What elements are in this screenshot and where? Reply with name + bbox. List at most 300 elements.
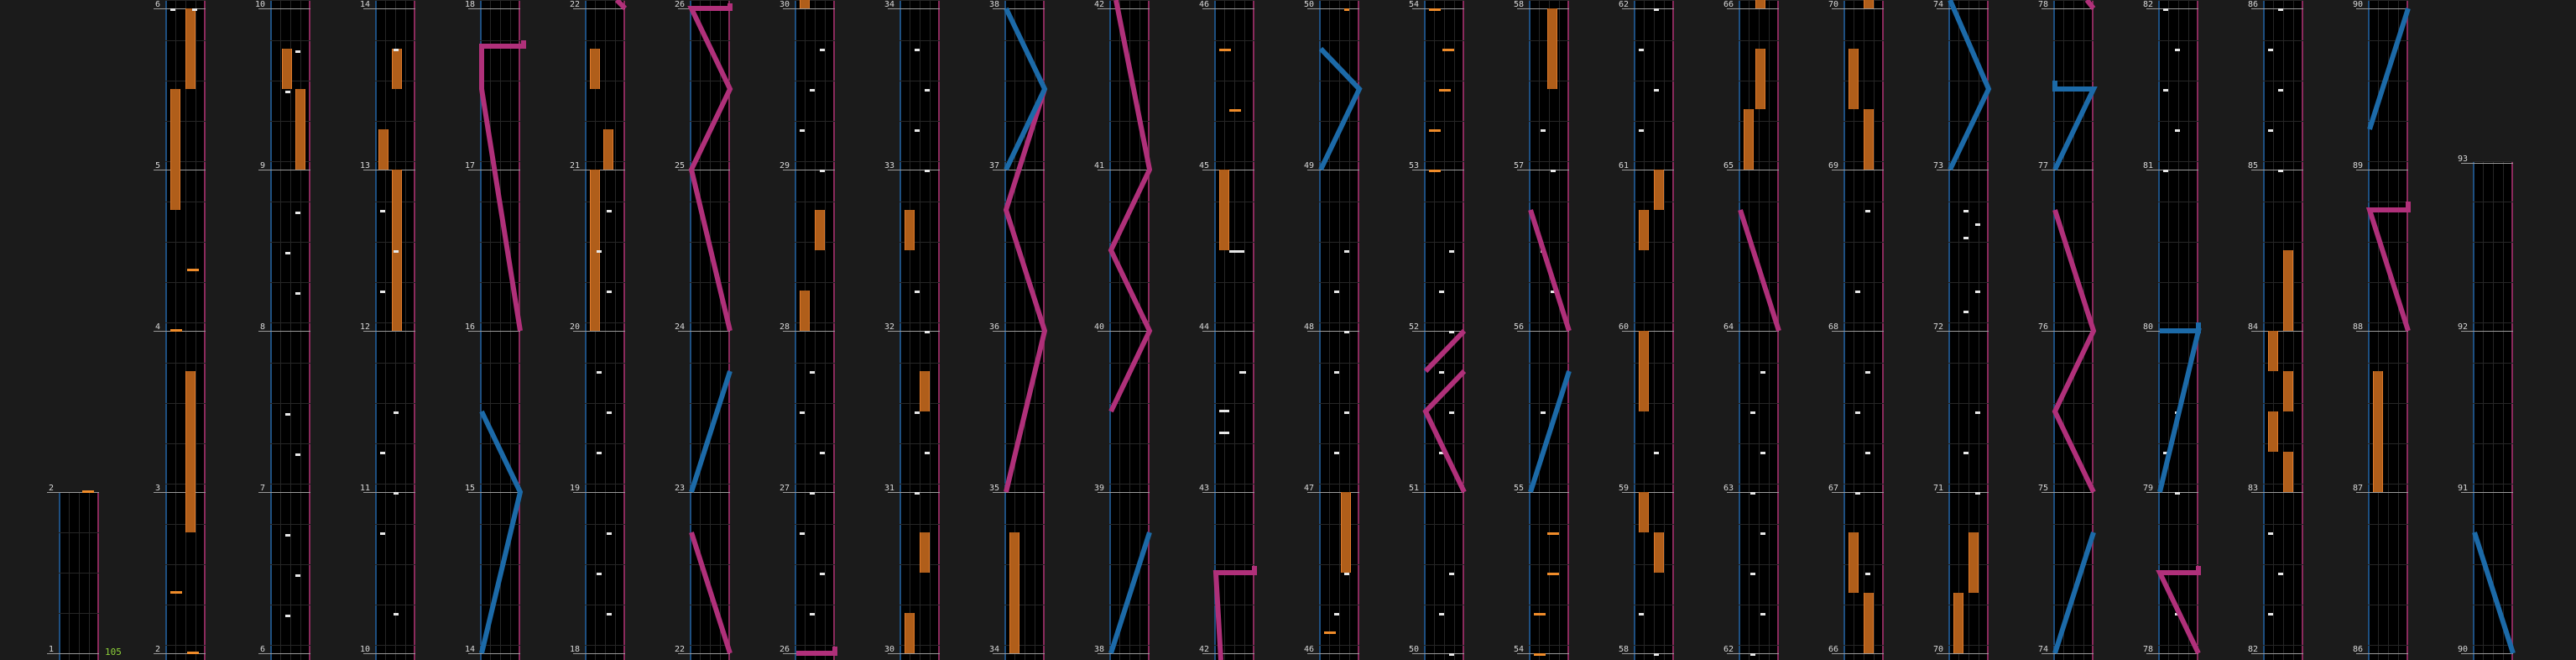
- beat-line: [795, 524, 835, 525]
- beat-line: [585, 121, 625, 122]
- hold-note: [378, 129, 388, 170]
- tap-note: [607, 210, 612, 212]
- tap-note: [1239, 250, 1244, 253]
- measure-number: 89: [2352, 161, 2363, 170]
- beat-line: [2158, 443, 2198, 444]
- lane-divider: [1454, 0, 1455, 660]
- beat-line: [1109, 564, 1150, 565]
- beat-line: [59, 573, 99, 574]
- measure-line: [993, 492, 1045, 493]
- measure-number: 61: [1618, 161, 1629, 170]
- beat-line: [1004, 40, 1045, 41]
- hold-note: [815, 210, 825, 250]
- hold-note: [185, 371, 196, 532]
- tap-note: [394, 250, 399, 253]
- tap-note: [800, 129, 805, 132]
- beat-line: [1214, 363, 1254, 364]
- measure-line: [1307, 492, 1359, 493]
- beat-line: [690, 121, 730, 122]
- lane-right-edge: [938, 0, 940, 660]
- hold-note: [1654, 532, 1664, 573]
- tap-note: [820, 452, 825, 454]
- hold-note: [282, 49, 292, 89]
- hold-note: [1864, 0, 1874, 8]
- beat-line: [1319, 282, 1359, 283]
- beat-line: [2053, 363, 2094, 364]
- measure-number: 18: [569, 645, 580, 654]
- measure-line: [2251, 8, 2303, 9]
- lane-divider: [1958, 0, 1959, 660]
- beat-line: [270, 484, 310, 485]
- beat-line: [900, 40, 940, 41]
- lane-divider: [69, 492, 70, 660]
- lane-divider: [1559, 0, 1560, 660]
- beat-line: [1843, 484, 1884, 485]
- beat-line: [1109, 484, 1150, 485]
- measure-line: [888, 653, 940, 654]
- measure-line: [993, 331, 1045, 332]
- beat-line: [480, 0, 520, 1]
- beat-line: [1948, 322, 1989, 323]
- beat-line: [690, 242, 730, 243]
- measure-number: 2: [48, 484, 54, 493]
- lane-divider: [89, 492, 90, 660]
- measure-number: 34: [988, 645, 999, 654]
- hold-note: [800, 0, 810, 8]
- measure-line: [1727, 331, 1779, 332]
- beat-line: [795, 403, 835, 404]
- lane-right-edge: [1253, 0, 1254, 660]
- beat-line: [2368, 161, 2408, 162]
- measure-line: [678, 331, 730, 332]
- lane-left-edge: [690, 0, 691, 660]
- tap-note: [1654, 8, 1659, 11]
- beat-line: [1843, 242, 1884, 243]
- measure-line: [783, 8, 835, 9]
- lane-divider: [510, 0, 511, 660]
- beat-line: [1109, 645, 1150, 646]
- lane-right-edge: [1148, 0, 1150, 660]
- lane-left-edge: [2368, 0, 2370, 660]
- measure-line: [258, 331, 310, 332]
- lane-divider: [79, 492, 80, 660]
- beat-line: [270, 443, 310, 444]
- beat-line: [2158, 564, 2198, 565]
- tap-note: [1219, 432, 1229, 434]
- beat-line: [795, 443, 835, 444]
- tap-note: [1639, 129, 1644, 132]
- measure-line: [2461, 492, 2513, 493]
- beat-line: [690, 282, 730, 283]
- beat-line: [585, 403, 625, 404]
- beat-line: [2473, 282, 2513, 283]
- measure-number: 78: [2142, 645, 2153, 654]
- tap-note: [2175, 49, 2180, 51]
- beat-line: [900, 363, 940, 364]
- beat-line: [1424, 363, 1464, 364]
- beat-line: [585, 524, 625, 525]
- beat-line: [2158, 242, 2198, 243]
- tap-note: [915, 411, 920, 414]
- tap-note: [810, 613, 815, 615]
- beat-line: [2158, 524, 2198, 525]
- measure-number: 88: [2352, 322, 2363, 332]
- hold-note: [1219, 170, 1229, 250]
- beat-line: [2158, 282, 2198, 283]
- lane-right-edge: [623, 0, 625, 660]
- lane-divider: [700, 0, 701, 660]
- lane-divider: [1129, 0, 1130, 660]
- measure-number: 26: [674, 0, 685, 9]
- beat-line: [1214, 282, 1254, 283]
- beat-line: [1634, 40, 1674, 41]
- measure-line: [1202, 653, 1254, 654]
- hold-note: [905, 613, 915, 653]
- lane-right-edge: [1043, 0, 1045, 660]
- measure-line: [2146, 653, 2198, 654]
- beat-line: [1424, 322, 1464, 323]
- lane-divider: [1444, 0, 1445, 660]
- beat-line: [1004, 282, 1045, 283]
- lane-right-edge: [2092, 0, 2094, 660]
- measure-line: [2146, 8, 2198, 9]
- measure-number: 14: [359, 0, 370, 9]
- measure-number: 21: [569, 161, 580, 170]
- beat-line: [2263, 564, 2303, 565]
- beat-line: [1529, 403, 1569, 404]
- measure-number: 83: [2247, 484, 2258, 493]
- beat-line: [2263, 524, 2303, 525]
- lane-left-edge: [1109, 0, 1111, 660]
- lane-column: [1529, 0, 1569, 660]
- beat-line: [270, 363, 310, 364]
- beat-line: [1109, 363, 1150, 364]
- lane-divider: [1119, 0, 1120, 660]
- measure-line: [468, 331, 520, 332]
- lane-divider: [615, 0, 616, 660]
- tap-note: [1439, 371, 1444, 374]
- beat-line: [1214, 40, 1254, 41]
- tap-note: [2163, 452, 2168, 454]
- beat-line: [1319, 403, 1359, 404]
- measure-number: 86: [2247, 0, 2258, 9]
- orange-note: [1429, 129, 1441, 132]
- tap-note: [1551, 291, 1556, 293]
- hold-note: [1755, 0, 1765, 8]
- tap-note: [800, 532, 805, 535]
- beat-line: [480, 443, 520, 444]
- beat-line: [1214, 121, 1254, 122]
- beat-line: [1319, 524, 1359, 525]
- measure-number: 2: [154, 645, 160, 654]
- lane-divider: [490, 0, 491, 660]
- measure-number: 66: [1723, 0, 1734, 9]
- tap-note: [2175, 613, 2180, 615]
- measure-number: 72: [1932, 322, 1943, 332]
- beat-line: [690, 564, 730, 565]
- measure-number: 44: [1198, 322, 1209, 332]
- lane-column: [1109, 0, 1150, 660]
- beat-line: [375, 403, 415, 404]
- beat-line: [1004, 0, 1045, 1]
- measure-number: 92: [2457, 322, 2468, 332]
- tap-note: [925, 170, 930, 172]
- lane-column: [2053, 0, 2094, 660]
- tap-note: [1449, 331, 1454, 333]
- measure-line: [1832, 653, 1884, 654]
- tap-note: [597, 452, 602, 454]
- beat-line: [480, 121, 520, 122]
- measure-number: 85: [2247, 161, 2258, 170]
- lane-left-edge: [1843, 0, 1845, 660]
- beat-line: [270, 322, 310, 323]
- lane-right-edge: [97, 492, 99, 660]
- beat-line: [2053, 403, 2094, 404]
- measure-number: 70: [1828, 0, 1838, 9]
- lane-divider: [185, 0, 186, 660]
- beat-line: [1843, 524, 1884, 525]
- beat-line: [1948, 363, 1989, 364]
- measure-line: [47, 653, 99, 654]
- beat-line: [1843, 443, 1884, 444]
- measure-line: [2356, 653, 2408, 654]
- lane-right-edge: [414, 0, 415, 660]
- measure-line: [1202, 8, 1254, 9]
- tap-note: [1865, 371, 1870, 374]
- hold-note: [1744, 109, 1754, 170]
- tap-note: [380, 291, 385, 293]
- measure-number: 34: [884, 0, 894, 9]
- measure-line: [2251, 492, 2303, 493]
- beat-line: [2473, 403, 2513, 404]
- beat-line: [2368, 645, 2408, 646]
- tap-note: [1750, 492, 1755, 495]
- lane-divider: [2483, 161, 2484, 660]
- beat-line: [1109, 40, 1150, 41]
- orange-note: [170, 329, 182, 332]
- measure-number: 22: [569, 0, 580, 9]
- lane-left-edge: [2263, 0, 2265, 660]
- tap-note: [1750, 573, 1755, 575]
- measure-number: 53: [1408, 161, 1419, 170]
- beat-line: [1843, 322, 1884, 323]
- measure-number: 41: [1093, 161, 1104, 170]
- beat-line: [1529, 484, 1569, 485]
- beat-line: [1739, 484, 1779, 485]
- measure-line: [993, 653, 1045, 654]
- beat-line: [1634, 645, 1674, 646]
- lane-right-edge: [1567, 0, 1569, 660]
- beat-line: [900, 0, 940, 1]
- beat-line: [165, 242, 206, 243]
- beat-line: [270, 0, 310, 1]
- beat-line: [1109, 0, 1150, 1]
- beat-line: [2473, 363, 2513, 364]
- beat-line: [2263, 242, 2303, 243]
- lane-divider: [2273, 0, 2274, 660]
- measure-line: [2042, 331, 2094, 332]
- tap-note: [1439, 291, 1444, 293]
- measure-number: 15: [464, 484, 475, 493]
- measure-line: [154, 8, 206, 9]
- beat-line: [2473, 564, 2513, 565]
- tap-note: [394, 411, 399, 414]
- beat-line: [2158, 322, 2198, 323]
- beat-line: [1843, 363, 1884, 364]
- measure-number: 68: [1828, 322, 1838, 332]
- tap-note: [1963, 452, 1969, 454]
- beat-line: [1529, 242, 1569, 243]
- beat-line: [2053, 242, 2094, 243]
- tap-note: [380, 210, 385, 212]
- measure-line: [2461, 653, 2513, 654]
- beat-line: [2263, 161, 2303, 162]
- tap-note: [2175, 492, 2180, 495]
- tap-note: [915, 129, 920, 132]
- beat-line: [1214, 0, 1254, 1]
- measure-number: 27: [779, 484, 790, 493]
- beat-line: [1004, 524, 1045, 525]
- measure-number: 90: [2457, 645, 2468, 654]
- beat-line: [1319, 121, 1359, 122]
- beat-line: [1634, 282, 1674, 283]
- tap-note: [820, 573, 825, 575]
- tap-note: [810, 371, 815, 374]
- tap-note: [597, 250, 602, 253]
- tap-note: [1865, 452, 1870, 454]
- measure-number: 58: [1513, 0, 1524, 9]
- beat-line: [1214, 443, 1254, 444]
- beat-line: [2473, 645, 2513, 646]
- tap-note: [1975, 492, 1980, 495]
- measure-number: 12: [359, 322, 370, 332]
- measure-number: 82: [2247, 645, 2258, 654]
- measure-number: 6: [259, 645, 265, 654]
- measure-line: [468, 653, 520, 654]
- measure-number: 77: [2037, 161, 2048, 170]
- measure-number: 59: [1618, 484, 1629, 493]
- beat-line: [165, 322, 206, 323]
- measure-line: [468, 8, 520, 9]
- lane-right-edge: [728, 0, 730, 660]
- beat-line: [690, 161, 730, 162]
- measure-number: 10: [254, 0, 265, 9]
- lane-divider: [815, 0, 816, 660]
- beat-line: [1739, 645, 1779, 646]
- tap-note: [2163, 8, 2168, 11]
- measure-number: 39: [1093, 484, 1104, 493]
- hold-note: [1547, 8, 1557, 89]
- lane-divider: [1539, 0, 1540, 660]
- tap-note: [1344, 573, 1349, 575]
- lane-left-edge: [165, 0, 167, 660]
- beat-line: [2053, 161, 2094, 162]
- measure-number: 46: [1198, 0, 1209, 9]
- tap-note: [2278, 170, 2283, 172]
- hold-note: [1639, 210, 1649, 250]
- beat-line: [375, 443, 415, 444]
- beat-line: [690, 484, 730, 485]
- lane-divider: [1339, 0, 1340, 660]
- beat-line: [1424, 282, 1464, 283]
- measure-line: [1622, 8, 1674, 9]
- beat-line: [2158, 121, 2198, 122]
- measure-line: [258, 653, 310, 654]
- beat-line: [1529, 524, 1569, 525]
- tap-note: [925, 331, 930, 333]
- beat-line: [1948, 403, 1989, 404]
- beat-line: [2368, 0, 2408, 1]
- measure-number: 70: [1932, 645, 1943, 654]
- measure-line: [783, 653, 835, 654]
- tap-note: [1334, 291, 1339, 293]
- beat-line: [270, 645, 310, 646]
- tap-note: [2268, 49, 2273, 51]
- measure-line: [888, 8, 940, 9]
- tap-note: [1541, 411, 1546, 414]
- beat-line: [1529, 282, 1569, 283]
- beat-line: [1214, 564, 1254, 565]
- lane-right-edge: [1463, 0, 1464, 660]
- measure-number: 35: [988, 484, 999, 493]
- hold-note: [170, 89, 180, 210]
- tap-note: [295, 574, 300, 577]
- tap-note: [1449, 250, 1454, 253]
- beat-line: [1948, 524, 1989, 525]
- measure-line: [1307, 8, 1359, 9]
- lane-divider: [2168, 0, 2169, 660]
- beat-line: [2053, 484, 2094, 485]
- hold-note: [295, 89, 305, 170]
- beat-line: [1214, 524, 1254, 525]
- beat-line: [2158, 0, 2198, 1]
- tap-note: [285, 91, 290, 93]
- lane-column: [1424, 0, 1464, 660]
- beat-line: [165, 564, 206, 565]
- beat-line: [2053, 121, 2094, 122]
- lane-column: [690, 0, 730, 660]
- measure-line: [2146, 331, 2198, 332]
- measure-number: 87: [2352, 484, 2363, 493]
- lane-column: [2158, 0, 2198, 660]
- beat-line: [690, 363, 730, 364]
- beat-line: [2368, 121, 2408, 122]
- measure-line: [993, 8, 1045, 9]
- measure-number: 33: [884, 161, 894, 170]
- tap-note: [295, 292, 300, 295]
- hold-note: [1341, 492, 1351, 573]
- measure-line: [2461, 331, 2513, 332]
- beat-line: [375, 524, 415, 525]
- beat-line: [480, 242, 520, 243]
- lane-right-edge: [1882, 0, 1884, 660]
- beat-line: [1004, 484, 1045, 485]
- measure-number: 38: [988, 0, 999, 9]
- orange-note: [187, 269, 199, 271]
- orange-note: [1534, 653, 1546, 656]
- beat-line: [1004, 242, 1045, 243]
- measure-number: 20: [569, 322, 580, 332]
- lane-divider: [1644, 0, 1645, 660]
- measure-number: 60: [1618, 322, 1629, 332]
- beat-line: [585, 484, 625, 485]
- tap-note: [597, 573, 602, 575]
- measure-number: 42: [1198, 645, 1209, 654]
- hold-note: [1864, 593, 1874, 653]
- measure-line: [1937, 8, 1989, 9]
- hold-note: [185, 8, 196, 89]
- beat-line: [480, 645, 520, 646]
